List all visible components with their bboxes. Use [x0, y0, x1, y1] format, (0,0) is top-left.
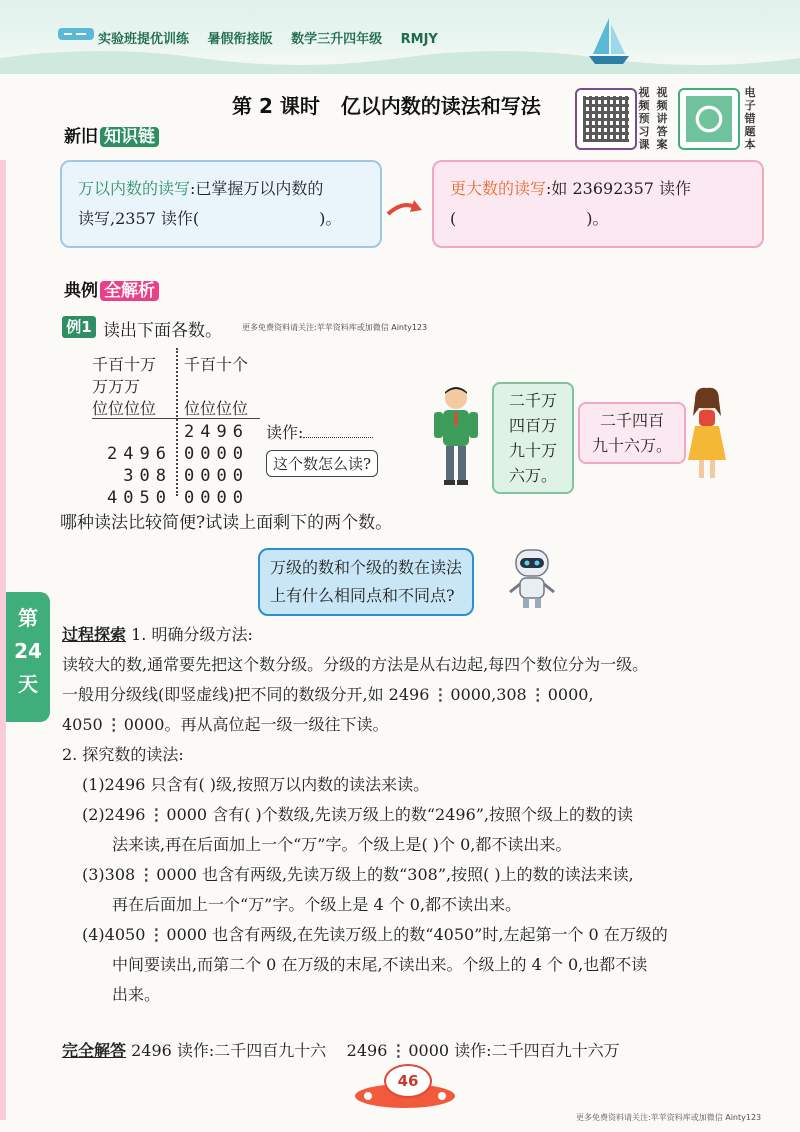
footer-watermark: 更多免费资料请关注:苹苹资料库或加微信 Ainty123: [576, 1113, 762, 1122]
process-sub-1: (1)2496 只含有( )级,按照万以内数的读法来读。: [82, 775, 430, 794]
qr-label-error-book: 电 子 错 题 本: [744, 86, 756, 151]
place-header-wei-left: 位位位位: [92, 399, 157, 418]
girl-speech-bubble: 二千四百 九十六万。: [578, 402, 686, 464]
place-header-wan-row2: 万万万: [92, 377, 141, 396]
robot-icon: [506, 546, 558, 610]
number-row-3-ge: 0000: [184, 466, 249, 486]
number-row-4-wan: 4050: [107, 488, 172, 508]
section-label-knowledge-chain: 新旧 知识链: [58, 124, 165, 150]
process-step-2: 2. 探究数的读法:: [62, 745, 184, 764]
example-badge: 例1: [62, 316, 96, 338]
watermark-note: 更多免费资料请关注:苹苹资料库或加微信 Ainty123: [242, 323, 428, 332]
girl-figure-icon: [682, 386, 732, 482]
number-row-2-ge: 0000: [184, 444, 249, 464]
example-prompt: 读出下面各数。: [103, 321, 222, 341]
new-knowledge-box: 更大数的读写:如 23692357 读作 ( )。: [432, 160, 764, 248]
process-paragraph-2: 一般用分级线(即竖虚线)把不同的数级分开,如 2496 ⋮ 0000,308 ⋮ 0000,: [62, 685, 594, 704]
series-logo-icon: [58, 26, 96, 42]
boy-speech-bubble: 二千万 四百万 九十万 六万。: [492, 382, 574, 494]
series-name: 实验班提优训练: [98, 32, 190, 47]
place-header-wan: 千百十万: [92, 355, 157, 374]
publisher-code: RMJY: [400, 32, 438, 47]
edition-name: 暑假衔接版: [207, 32, 273, 47]
section-label-examples: 典例 全解析: [58, 278, 165, 304]
number-row-3-wan: 308: [123, 466, 172, 486]
new-knowledge-head: 更大数的读写: [450, 179, 547, 198]
answer-label: 完全解答: [62, 1041, 127, 1060]
process-section: [62, 620, 782, 1010]
process-sub-4-end: 出来。: [112, 985, 161, 1004]
table-rule: [92, 418, 260, 419]
qr-code-error-book[interactable]: [678, 88, 740, 150]
arrow-right-icon: [386, 196, 424, 218]
page-number: 46: [384, 1064, 432, 1098]
process-label: 过程探索: [62, 625, 127, 644]
process-paragraph-1: 读较大的数,通常要先把这个数分级。分级的方法是从右边起,每四个数位分为一级。: [62, 655, 649, 674]
robot-speech-bubble: 万级的数和个级的数在读法 上有什么相同点和不同点?: [258, 548, 474, 616]
process-sub-4: (4)4050 ⋮ 0000 也含有两级,在先读万级上的数“4050”时,左起第一个 0 在万级的: [82, 925, 668, 944]
lesson-topic: 亿以内数的读法和写法: [340, 94, 541, 118]
qr-label-answer: 视 频 讲 答 案: [656, 86, 668, 151]
header-wave-decoration: [0, 44, 800, 74]
qr-code-video-preview[interactable]: [575, 88, 637, 150]
qr-label-preview: 视 频 预 习 课: [638, 86, 650, 151]
number-row-1-ge: 2496: [184, 422, 249, 442]
grade-divider: [176, 348, 178, 496]
lesson-number: 第 2 课时: [232, 94, 320, 118]
place-value-table: [92, 352, 272, 508]
process-sub-3: (3)308 ⋮ 0000 也含有两级,先读万级上的数“308”,按照( )上的数的读法来读,: [82, 865, 634, 884]
process-sub-4-cont: 中间要读出,而第二个 0 在万级的末尾,不读出来。个级上的 4 个 0,也都不读: [112, 955, 648, 974]
process-paragraph-3: 4050 ⋮ 0000。再从高位起一级一级往下读。: [62, 715, 389, 734]
number-row-4-ge: 0000: [184, 488, 249, 508]
place-header-ge: 千百十个: [184, 355, 249, 374]
sailboat-icon: [585, 14, 633, 66]
answer-2: 2496 ⋮ 0000 读作:二千四百九十六万: [346, 1041, 620, 1060]
header-text: [98, 28, 452, 47]
question-speech-bubble: 这个数怎么读?: [266, 450, 378, 477]
page-title: [232, 90, 541, 119]
boy-figure-icon: [428, 384, 484, 488]
process-sub-3-cont: 再在后面加上一个“万”字。个级上是 4 个 0,都不读出来。: [112, 895, 522, 914]
process-sub-2: (2)2496 ⋮ 0000 含有( )个数级,先读万级上的数“2496”,按照个级上的数的读: [82, 805, 634, 824]
place-header-wei-right: 位位位位: [184, 399, 249, 418]
process-step-1: 1. 明确分级方法:: [131, 625, 253, 644]
old-knowledge-box: 万以内数的读写:已掌握万以内数的 读写,2357 读作( )。: [60, 160, 382, 248]
read-as-line: 读作:: [266, 420, 373, 443]
subject-grade: 数学三升四年级: [291, 32, 383, 47]
day-tab: 第 24 天: [6, 592, 50, 722]
which-simpler-question: 哪种读法比较简便?试读上面剩下的两个数。: [60, 513, 393, 533]
number-row-2-wan: 2496: [107, 444, 172, 464]
process-sub-2-cont: 法来读,再在后面加上一个“万”字。个级上是( )个 0,都不读出来。: [112, 835, 572, 854]
answer-1: 2496 读作:二千四百九十六: [131, 1041, 327, 1060]
answer-section: [62, 1036, 620, 1066]
old-knowledge-head: 万以内数的读写: [78, 179, 191, 198]
